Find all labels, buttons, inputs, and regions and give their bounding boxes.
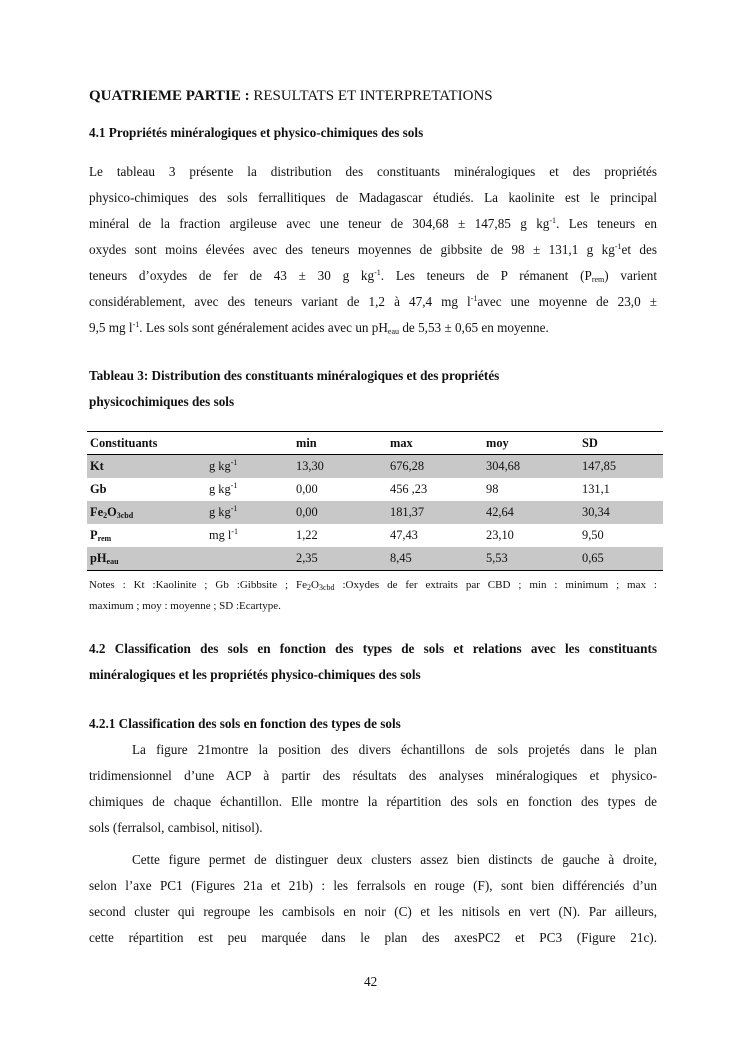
table-row bbox=[87, 547, 663, 571]
min-cell: 2,35 bbox=[293, 547, 387, 571]
table-row bbox=[87, 524, 663, 547]
text-line: cette répartition est peu marquée dans le plan des axesPC2 et PC3 (Figure 21c). bbox=[89, 930, 657, 945]
section-4-1-title: 4.1 Propriétés minéralogiques et physico-chimiques des sols bbox=[89, 125, 424, 140]
min-cell: 0,00 bbox=[296, 482, 318, 496]
moy-cell: 304,68 bbox=[483, 455, 579, 479]
max-cell: 676,28 bbox=[387, 455, 483, 479]
sd-cell: 30,34 bbox=[579, 501, 663, 524]
constituent-name: Kt bbox=[87, 455, 206, 479]
table-row bbox=[87, 478, 663, 501]
text-line: La figure 21montre la position des divers échantillons de sols projetés dans le plan bbox=[132, 742, 657, 757]
max-cell: 456 ,23 bbox=[390, 482, 428, 496]
sd-cell: 131,1 bbox=[582, 482, 610, 496]
constituents-table bbox=[87, 431, 663, 571]
text-line: sols (ferralsol, cambisol, nitisol). bbox=[89, 820, 263, 835]
header-cell: Constituants bbox=[87, 432, 206, 455]
caption-line: physicochimiques des sols bbox=[89, 394, 235, 409]
unit-cell bbox=[206, 547, 293, 571]
text-line: second cluster qui regroupe les cambisols en noir (C) et les nitisols en vert (N). Par ailleurs, bbox=[89, 904, 657, 919]
text-line: Le tableau 3 présente la distribution des constituants minéralogiques et des propriétés bbox=[89, 164, 657, 179]
max-cell: 47,43 bbox=[390, 528, 418, 542]
moy-cell: 98 bbox=[486, 482, 499, 496]
table-header-row bbox=[87, 432, 663, 455]
paragraph-table-intro bbox=[89, 159, 657, 341]
notes-line: maximum ; moy : moyenne ; SD :Ecartype. bbox=[89, 600, 281, 612]
table-row bbox=[87, 455, 663, 479]
section-4-2-1-title: 4.2.1 Classification des sols en fonction des types de sols bbox=[89, 716, 401, 731]
paragraph-figure-21 bbox=[89, 737, 657, 841]
min-cell: 0,00 bbox=[293, 501, 387, 524]
table-caption bbox=[89, 363, 657, 415]
moy-cell: 5,53 bbox=[483, 547, 579, 571]
header-cell: min bbox=[293, 432, 387, 455]
table-notes bbox=[89, 575, 657, 617]
text-line: tridimensionnel d’une ACP à partir des résultats des analyses minéralogiques et physico- bbox=[89, 768, 657, 783]
text-line: physico-chimiques des sols ferrallitiques de Madagascar étudiés. La kaolinite est le principal bbox=[89, 190, 657, 205]
min-cell: 13,30 bbox=[293, 455, 387, 479]
unit-cell: mg $l^{-1}$ bbox=[209, 527, 239, 542]
part-heading bbox=[89, 88, 493, 105]
header-cell: SD bbox=[579, 432, 663, 455]
title-line: minéralogiques et les propriétés physico-chimiques des sols bbox=[89, 667, 421, 682]
part-heading-title: RESULTATS ET INTERPRETATIONS bbox=[253, 88, 493, 104]
moy-cell: 23,10 bbox=[486, 528, 514, 542]
caption-line: Tableau 3: Distribution des constituants minéralogiques et des propriétés bbox=[89, 368, 500, 383]
max-cell: 8,45 bbox=[387, 547, 483, 571]
title-line: 4.2 Classification des sols en fonction des types de sols et relations avec les constituants bbox=[89, 641, 657, 656]
section-4-2-title bbox=[89, 636, 657, 688]
text-line: considérablement, avec des teneurs variant de 1,2 à 47,4 mg $l^{-1}avec$ une moyenne de 23,0 ± bbox=[89, 294, 657, 309]
max-cell: 181,37 bbox=[387, 501, 483, 524]
sd-cell: 0,65 bbox=[579, 547, 663, 571]
moy-cell: 42,64 bbox=[483, 501, 579, 524]
page-number: 42 bbox=[364, 974, 378, 989]
min-cell: 1,22 bbox=[296, 528, 318, 542]
text-line: 9,5 mg $l^{-1}$. Les sols sont généralement acides avec un $pH_{eau}$ de 5,53 ± 0,65 en moyenne. bbox=[89, 320, 549, 336]
sd-cell: 147,85 bbox=[579, 455, 663, 479]
header-cell bbox=[206, 432, 293, 455]
table-row bbox=[87, 501, 663, 524]
text-line: oxydes sont moins élevées avec des teneurs moyennes de gibbsite de 98 ± 131,1 g $kg^{-1}et$ des bbox=[89, 242, 657, 257]
sd-cell: 9,50 bbox=[582, 528, 604, 542]
text-line: Cette figure permet de distinguer deux clusters assez bien distincts de gauche à droite, bbox=[132, 852, 657, 867]
unit-cell: g $kg^{-1}$ bbox=[206, 501, 293, 524]
constituent-name: $P_{rem}$ bbox=[90, 528, 112, 543]
notes-line: Notes : Kt :Kaolinite ; Gb :Gibbsite ; $Fe_2O_{3cbd}$ :Oxydes de fer extraits par CBD ; min : minimum ; max : bbox=[89, 579, 657, 592]
header-cell: max bbox=[387, 432, 483, 455]
unit-cell: g $kg^{-1}$ bbox=[209, 481, 238, 496]
unit-cell: g $kg^{-1}$ bbox=[206, 455, 293, 479]
header-cell: moy bbox=[483, 432, 579, 455]
text-line: teneurs d’oxydes de fer de 43 ± 30 g $kg^{-1}$. Les teneurs de P rémanent $(P_{rem})$ varient bbox=[89, 268, 658, 284]
paragraph-clusters bbox=[89, 847, 657, 951]
constituent-name: $pH_{eau}$ bbox=[87, 547, 206, 571]
constituent-name: Gb bbox=[90, 482, 107, 496]
constituent-name: $Fe_2O_{3cbd}$ bbox=[87, 501, 206, 524]
part-heading-bold: QUATRIEME PARTIE : bbox=[89, 88, 250, 104]
text-line: selon l’axe PC1 (Figures 21a et 21b) : les ferralsols en rouge (F), sont bien différenciés d’un bbox=[89, 878, 657, 893]
text-line: minéral de la fraction argileuse avec une teneur de 304,68 ± 147,85 g $kg^{-1}$. Les teneurs en bbox=[89, 216, 657, 231]
text-line: chimiques de chaque échantillon. Elle montre la répartition des sols en fonction des types de bbox=[89, 794, 657, 809]
